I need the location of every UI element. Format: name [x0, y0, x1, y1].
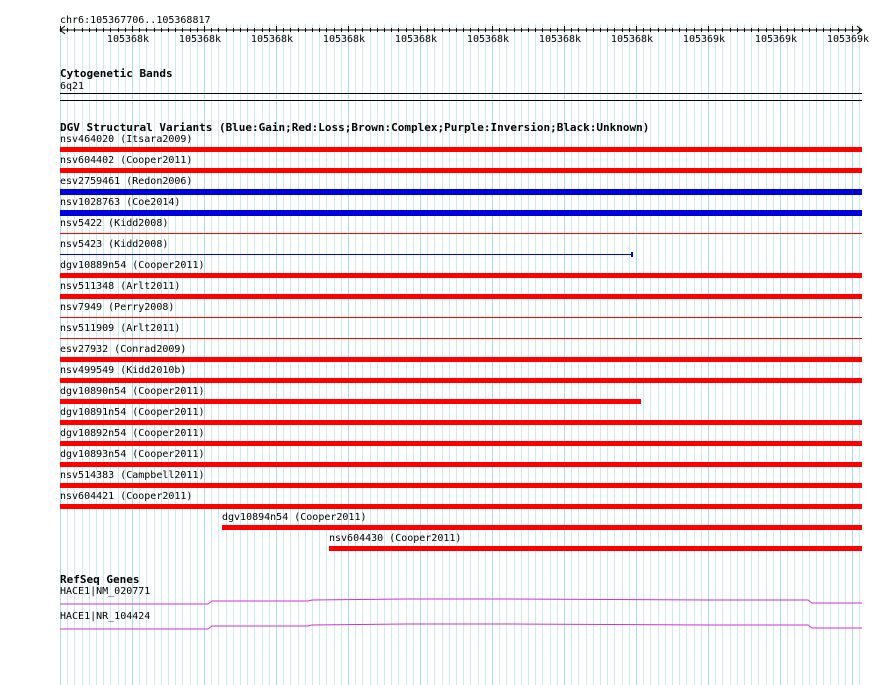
variant-bar[interactable]: [60, 420, 862, 425]
variant-bar[interactable]: [60, 254, 632, 255]
ruler-tick-label: 105369k: [682, 34, 726, 45]
variant-bar[interactable]: [60, 189, 862, 195]
variant-label[interactable]: nsv7949 (Perry2008): [60, 302, 175, 313]
variant-label[interactable]: nsv511348 (Arlt2011): [60, 281, 181, 292]
variant-label[interactable]: nsv5422 (Kidd2008): [60, 218, 169, 229]
variant-end-tick: [631, 252, 633, 257]
variant-bar[interactable]: [60, 168, 862, 173]
ruler-tick-label: 105368k: [250, 34, 294, 45]
variant-label[interactable]: nsv5423 (Kidd2008): [60, 239, 169, 250]
variant-bar[interactable]: [60, 147, 862, 152]
variant-bar[interactable]: [60, 294, 862, 299]
variant-label[interactable]: nsv604421 (Cooper2011): [60, 491, 193, 502]
cyto-band-line: [60, 93, 862, 94]
dgv-track-title: DGV Structural Variants (Blue:Gain;Red:Loss;Brown:Complex;Purple:Inversion;Black:Unknown): [60, 121, 650, 134]
refseq-track-title: RefSeq Genes: [60, 573, 140, 586]
variant-bar[interactable]: [329, 546, 862, 551]
variant-bar[interactable]: [60, 378, 862, 383]
variant-label[interactable]: nsv464020 (Itsara2009): [60, 134, 193, 145]
cyto-track-title: Cytogenetic Bands: [60, 67, 173, 80]
variant-label[interactable]: nsv604402 (Cooper2011): [60, 155, 193, 166]
variant-label[interactable]: esv2759461 (Redon2006): [60, 176, 193, 187]
variant-label[interactable]: nsv499549 (Kidd2010b): [60, 365, 187, 376]
ruler-tick-label: 105368k: [106, 34, 150, 45]
variant-label[interactable]: nsv514383 (Campbell2011): [60, 470, 205, 481]
variant-label[interactable]: dgv10892n54 (Cooper2011): [60, 428, 205, 439]
variant-bar[interactable]: [60, 210, 862, 216]
cyto-band-line-lower: [60, 100, 862, 101]
variant-label[interactable]: esv27932 (Conrad2009): [60, 344, 187, 355]
variant-label[interactable]: nsv511909 (Arlt2011): [60, 323, 181, 334]
variant-bar[interactable]: [60, 273, 862, 278]
variant-bar[interactable]: [60, 338, 862, 339]
gene-label[interactable]: HACE1|NR_104424: [60, 611, 151, 622]
variant-bar[interactable]: [60, 504, 862, 509]
gene-label[interactable]: HACE1|NM_020771: [60, 586, 151, 597]
gene-model[interactable]: [58, 596, 864, 608]
variant-bar[interactable]: [60, 357, 862, 362]
variant-bar[interactable]: [222, 525, 862, 530]
variant-bar[interactable]: [60, 317, 862, 318]
coordinate-readout: chr6:105367706..105368817: [60, 15, 211, 26]
variant-bar[interactable]: [60, 233, 862, 234]
variant-bar[interactable]: [60, 441, 862, 446]
variant-label[interactable]: dgv10890n54 (Cooper2011): [60, 386, 205, 397]
gene-model[interactable]: [58, 621, 864, 633]
variant-bar[interactable]: [60, 462, 862, 467]
variant-label[interactable]: dgv10889n54 (Cooper2011): [60, 260, 205, 271]
variant-label[interactable]: dgv10891n54 (Cooper2011): [60, 407, 205, 418]
variant-label[interactable]: dgv10893n54 (Cooper2011): [60, 449, 205, 460]
variant-bar[interactable]: [60, 399, 641, 404]
cyto-band-label: 6q21: [60, 81, 85, 92]
ruler-tick-label: 105368k: [466, 34, 510, 45]
ruler-tick-label: 105368k: [178, 34, 222, 45]
variant-label[interactable]: nsv1028763 (Coe2014): [60, 197, 181, 208]
ruler-tick-label: 105369k: [826, 34, 870, 45]
ruler-tick-label: 105368k: [610, 34, 654, 45]
ruler-tick-label: 105368k: [394, 34, 438, 45]
variant-bar[interactable]: [60, 483, 862, 488]
ruler-tick-label: 105369k: [754, 34, 798, 45]
variant-label[interactable]: dgv10894n54 (Cooper2011): [222, 512, 367, 523]
ruler-tick-label: 105368k: [322, 34, 366, 45]
variant-label[interactable]: nsv604430 (Cooper2011): [329, 533, 462, 544]
ruler-tick-label: 105368k: [538, 34, 582, 45]
